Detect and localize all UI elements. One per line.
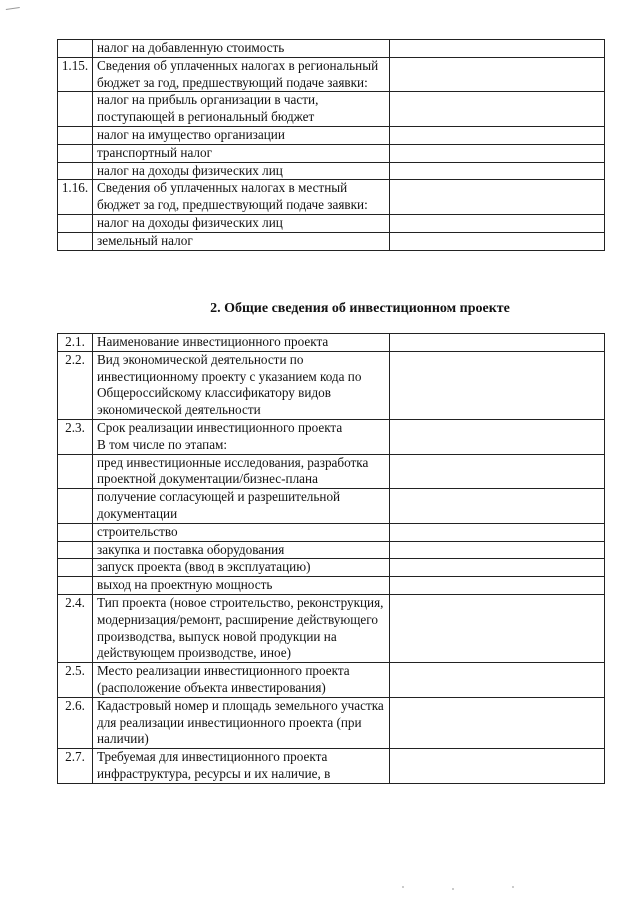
table-row [58,40,605,58]
table-row [58,57,605,92]
table-row [58,144,605,162]
row-number: 1.15. [58,57,93,92]
scan-speck [452,888,454,890]
scan-speck [402,886,404,888]
row-label: Срок реализации инвестиционного проекта В том числе по этапам: [93,419,390,454]
row-number [58,126,93,144]
value-cell[interactable] [390,541,605,559]
row-label: Сведения об уплаченных налогах в региональный бюджет за год, предшествующий подаче заявки: [93,57,390,92]
row-number: 2.5. [58,663,93,698]
scan-mark [6,7,20,13]
table-row [58,663,605,698]
row-label: налог на имущество организации [93,126,390,144]
table-row [58,334,605,352]
row-number: 1.16. [58,180,93,215]
row-number [58,232,93,250]
value-cell[interactable] [390,419,605,454]
table-row [58,489,605,524]
section-heading-text: 2. Общие сведения об инвестиционном проекте [210,301,510,316]
value-cell[interactable] [390,180,605,215]
row-label: налог на доходы физических лиц [93,162,390,180]
row-number: 2.7. [58,749,93,784]
table-row [58,577,605,595]
value-cell[interactable] [390,697,605,748]
value-cell[interactable] [390,594,605,662]
value-cell[interactable] [390,351,605,419]
row-number [58,92,93,127]
row-number: 2.4. [58,594,93,662]
table-row [58,541,605,559]
row-number: 2.6. [58,697,93,748]
row-label: закупка и поставка оборудования [93,541,390,559]
row-label: транспортный налог [93,144,390,162]
row-label: Кадастровый номер и площадь земельного участка для реализации инвестиционного проекта (при наличии) [93,697,390,748]
value-cell[interactable] [390,57,605,92]
row-label: Вид экономической деятельности по инвестиционному проекту с указанием кода по Общероссийскому классификатору видов экономической деятельности [93,351,390,419]
row-label: Место реализации инвестиционного проекта (расположение объекта инвестирования) [93,663,390,698]
project-info-table [57,333,605,784]
value-cell[interactable] [390,162,605,180]
value-cell[interactable] [390,749,605,784]
row-label: Требуемая для инвестиционного проекта инфраструктура, ресурсы и их наличие, в [93,749,390,784]
row-number: 2.2. [58,351,93,419]
row-label: налог на прибыль организации в части, поступающей в региональный бюджет [93,92,390,127]
row-number [58,523,93,541]
row-label: Тип проекта (новое строительство, реконструкция, модернизация/ремонт, расширение действующего производства, выпуск новой продукции на действующем производстве, иное) [93,594,390,662]
scan-speck [512,886,514,888]
row-number [58,559,93,577]
row-number [58,489,93,524]
row-label: пред инвестиционные исследования, разработка проектной документации/бизнес-плана [93,454,390,489]
row-label: Наименование инвестиционного проекта [93,334,390,352]
value-cell[interactable] [390,144,605,162]
table-row [58,180,605,215]
table-row [58,92,605,127]
table-row [58,749,605,784]
row-label: выход на проектную мощность [93,577,390,595]
row-label: получение согласующей и разрешительной документации [93,489,390,524]
row-label: земельный налог [93,232,390,250]
value-cell[interactable] [390,489,605,524]
row-number: 2.1. [58,334,93,352]
row-number [58,214,93,232]
row-label: налог на доходы физических лиц [93,214,390,232]
value-cell[interactable] [390,232,605,250]
table-row [58,126,605,144]
table-row [58,232,605,250]
value-cell[interactable] [390,334,605,352]
row-label: налог на добавленную стоимость [93,40,390,58]
table-row [58,351,605,419]
value-cell[interactable] [390,214,605,232]
tax-info-table [57,39,605,251]
table-row [58,697,605,748]
row-label: Сведения об уплаченных налогах в местный бюджет за год, предшествующий подаче заявки: [93,180,390,215]
row-number: 2.3. [58,419,93,454]
table-row [58,523,605,541]
value-cell[interactable] [390,577,605,595]
section-heading [0,300,640,318]
value-cell[interactable] [390,559,605,577]
row-number [58,541,93,559]
table-row [58,214,605,232]
value-cell[interactable] [390,40,605,58]
row-number [58,162,93,180]
table-row [58,454,605,489]
row-label: запуск проекта (ввод в эксплуатацию) [93,559,390,577]
row-number [58,454,93,489]
value-cell[interactable] [390,523,605,541]
table-row [58,162,605,180]
value-cell[interactable] [390,663,605,698]
table-row [58,419,605,454]
row-number [58,40,93,58]
table-row [58,559,605,577]
value-cell[interactable] [390,126,605,144]
value-cell[interactable] [390,92,605,127]
row-label: строительство [93,523,390,541]
row-number [58,577,93,595]
table-row [58,594,605,662]
row-number [58,144,93,162]
value-cell[interactable] [390,454,605,489]
